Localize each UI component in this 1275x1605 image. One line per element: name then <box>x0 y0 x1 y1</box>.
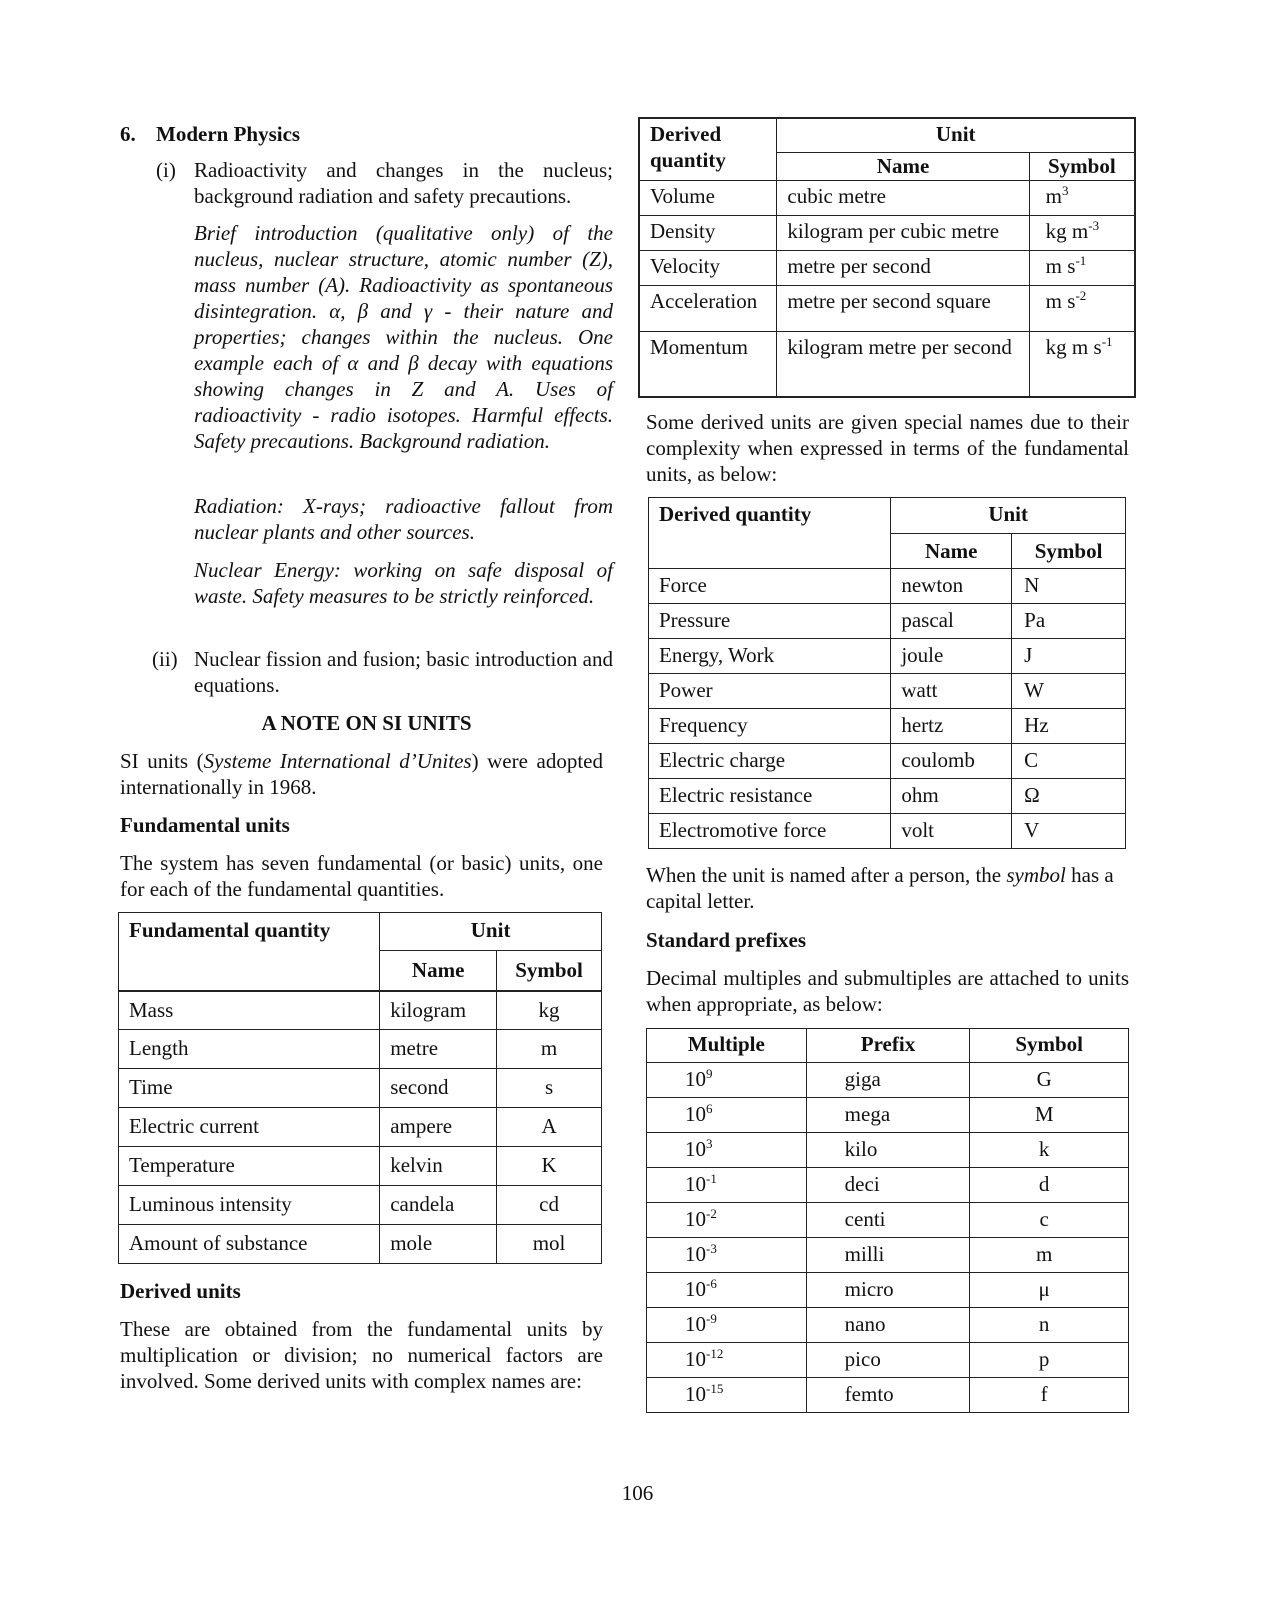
unit-name-cell: cubic metre <box>777 180 1029 215</box>
symbol-exponent: -2 <box>1075 287 1087 303</box>
page-number: 106 <box>621 1481 654 1505</box>
multiple-base: 10 <box>685 1277 706 1301</box>
table-header-multiple: Multiple <box>647 1029 807 1063</box>
unit-symbol-cell <box>1029 250 1135 285</box>
multiple-cell <box>647 1308 807 1343</box>
prefix-symbol-cell: M <box>970 1098 1129 1133</box>
unit-symbol-cell: s <box>497 1069 602 1108</box>
unit-name-cell: metre per second square <box>777 285 1029 331</box>
symbol-exponent: -1 <box>1075 252 1087 268</box>
unit-name-cell: candela <box>380 1186 497 1225</box>
table-row <box>647 1133 1129 1168</box>
multiple-cell <box>647 1203 807 1238</box>
multiple-base: 10 <box>685 1067 706 1091</box>
capital-letter-note: When the unit is named after a person, the symbol has a capital letter. <box>646 863 1114 913</box>
unit-name-cell: ampere <box>380 1108 497 1147</box>
table-row <box>647 1343 1129 1378</box>
unit-name-cell: pascal <box>891 604 1012 639</box>
table-row <box>649 744 1126 779</box>
unit-name-cell: ohm <box>891 779 1012 814</box>
table-row <box>119 1186 602 1225</box>
multiple-exponent: -1 <box>706 1171 717 1186</box>
unit-name-cell: second <box>380 1069 497 1108</box>
table-row <box>639 250 1135 285</box>
table-header-symbol: Symbol <box>1029 152 1135 180</box>
multiple-base: 10 <box>685 1207 706 1231</box>
table-header-quantity: Fundamental quantity <box>119 913 380 991</box>
table-header-name: Name <box>380 951 497 991</box>
table-row <box>647 1098 1129 1133</box>
table-row <box>639 285 1135 331</box>
quantity-cell: Amount of substance <box>119 1225 380 1264</box>
table-row <box>649 814 1126 849</box>
quantity-cell: Force <box>649 569 891 604</box>
quantity-cell: Luminous intensity <box>119 1186 380 1225</box>
quantity-cell: Acceleration <box>639 285 777 331</box>
table-row <box>639 215 1135 250</box>
quantity-cell: Temperature <box>119 1147 380 1186</box>
multiple-base: 10 <box>685 1242 706 1266</box>
table-row <box>119 1108 602 1147</box>
unit-symbol-cell <box>1029 215 1135 250</box>
si-intro-paragraph: SI units (Systeme International d’Unites) were adopted internationally in 1968. <box>120 749 603 799</box>
quantity-cell: Electric resistance <box>649 779 891 814</box>
table-header-quantity: Derived quantity <box>649 498 891 569</box>
unit-name-cell: kilogram metre per second <box>777 331 1029 397</box>
unit-symbol-cell: W <box>1012 674 1126 709</box>
section-title: Modern Physics <box>156 122 301 146</box>
quantity-cell: Pressure <box>649 604 891 639</box>
multiple-cell <box>647 1063 807 1098</box>
multiple-exponent: -6 <box>706 1276 717 1291</box>
prefix-cell: pico <box>806 1343 970 1378</box>
table-header-name: Name <box>777 152 1029 180</box>
table-row <box>639 331 1135 397</box>
fundamental-units-table <box>118 912 602 1264</box>
table-header-prefix: Prefix <box>806 1029 970 1063</box>
multiple-exponent: 3 <box>706 1136 713 1151</box>
table-row <box>119 1030 602 1069</box>
quantity-cell: Electromotive force <box>649 814 891 849</box>
unit-name-cell: kelvin <box>380 1147 497 1186</box>
list-item <box>156 157 613 209</box>
unit-name-cell: metre <box>380 1030 497 1069</box>
symbol-base: m s <box>1045 253 1076 278</box>
table-row <box>649 779 1126 814</box>
quantity-cell: Velocity <box>639 250 777 285</box>
quantity-cell: Mass <box>119 991 380 1030</box>
table-row <box>647 1063 1129 1098</box>
table-row <box>649 674 1126 709</box>
prefix-cell: giga <box>806 1063 970 1098</box>
prefix-symbol-cell: p <box>970 1343 1129 1378</box>
unit-symbol-cell <box>1029 331 1135 397</box>
unit-symbol-cell: cd <box>497 1186 602 1225</box>
table-header-name: Name <box>891 534 1012 569</box>
multiple-base: 10 <box>685 1382 706 1406</box>
table-header-symbol: Symbol <box>1012 534 1126 569</box>
unit-symbol-cell: kg <box>497 991 602 1030</box>
symbol-exponent: 3 <box>1062 182 1069 198</box>
symbol-base: m s <box>1045 288 1076 313</box>
prefix-cell: centi <box>806 1203 970 1238</box>
table-row <box>647 1168 1129 1203</box>
special-derived-units-table <box>648 497 1126 849</box>
unit-symbol-cell <box>1029 180 1135 215</box>
table-row <box>647 1238 1129 1273</box>
table-header-unit: Unit <box>891 498 1126 534</box>
prefix-symbol-cell: k <box>970 1133 1129 1168</box>
unit-name-cell: joule <box>891 639 1012 674</box>
table-row <box>647 1203 1129 1238</box>
quantity-cell: Electric current <box>119 1108 380 1147</box>
multiple-base: 10 <box>685 1137 706 1161</box>
unit-name-cell: mole <box>380 1225 497 1264</box>
table-row <box>119 1225 602 1264</box>
prefix-symbol-cell: m <box>970 1238 1129 1273</box>
table-row <box>119 1069 602 1108</box>
unit-symbol-cell: C <box>1012 744 1126 779</box>
derived-units-table <box>638 117 1136 398</box>
quantity-cell: Power <box>649 674 891 709</box>
unit-symbol-cell: Hz <box>1012 709 1126 744</box>
prefix-symbol-cell: d <box>970 1168 1129 1203</box>
symbol-exponent: -1 <box>1101 333 1113 349</box>
fundamental-units-text: The system has seven fundamental (or basic) units, one for each of the fundamental quantities. <box>120 851 603 901</box>
unit-symbol-cell <box>1029 285 1135 331</box>
prefix-cell: micro <box>806 1273 970 1308</box>
item-number: (i) <box>156 158 176 182</box>
multiple-exponent: -15 <box>706 1381 724 1396</box>
standard-prefixes-heading: Standard prefixes <box>646 928 807 952</box>
item-text: Radioactivity and changes in the nucleus; background radiation and safety precautions. <box>194 158 613 208</box>
table-row <box>119 991 602 1030</box>
prefix-cell: milli <box>806 1238 970 1273</box>
unit-symbol-cell: m <box>497 1030 602 1069</box>
table-row <box>647 1273 1129 1308</box>
quantity-cell: Density <box>639 215 777 250</box>
item-description: Radiation: X-rays; radioactive fallout from nuclear plants and other sources. <box>194 494 613 544</box>
unit-name-cell: kilogram <box>380 991 497 1030</box>
quantity-cell: Frequency <box>649 709 891 744</box>
table-row <box>639 180 1135 215</box>
item-description: Nuclear Energy: working on safe disposal of waste. Safety measures to be strictly reinforced. <box>194 558 613 608</box>
multiple-exponent: 9 <box>706 1066 713 1081</box>
multiple-base: 10 <box>685 1172 706 1196</box>
table-header-symbol: Symbol <box>497 951 602 991</box>
item-number: (ii) <box>152 647 178 671</box>
unit-name-cell: metre per second <box>777 250 1029 285</box>
unit-symbol-cell: mol <box>497 1225 602 1264</box>
prefix-table <box>646 1028 1129 1413</box>
prefix-cell: deci <box>806 1168 970 1203</box>
unit-name-cell: volt <box>891 814 1012 849</box>
multiple-exponent: -2 <box>706 1206 717 1221</box>
multiple-exponent: -12 <box>706 1346 724 1361</box>
section-heading <box>120 121 300 147</box>
prefix-symbol-cell: G <box>970 1063 1129 1098</box>
prefix-symbol-cell: μ <box>970 1273 1129 1308</box>
item-text: Nuclear fission and fusion; basic introduction and equations. <box>194 647 613 697</box>
multiple-base: 10 <box>685 1347 706 1371</box>
unit-symbol-cell: A <box>497 1108 602 1147</box>
multiple-cell <box>647 1343 807 1378</box>
table-row <box>647 1378 1129 1413</box>
table-row <box>119 1147 602 1186</box>
unit-symbol-cell: Pa <box>1012 604 1126 639</box>
multiple-cell <box>647 1098 807 1133</box>
table-row <box>649 639 1126 674</box>
multiple-exponent: -3 <box>706 1241 717 1256</box>
section-number: 6. <box>120 122 136 146</box>
special-names-text: Some derived units are given special names due to their complexity when expressed in terms of the fundamental units, as below: <box>646 410 1129 486</box>
prefix-symbol-cell: f <box>970 1378 1129 1413</box>
note-heading: A NOTE ON SI UNITS <box>261 711 472 735</box>
derived-units-heading: Derived units <box>120 1279 241 1303</box>
unit-symbol-cell: J <box>1012 639 1126 674</box>
table-header-symbol: Symbol <box>970 1029 1129 1063</box>
table-row <box>649 709 1126 744</box>
prefix-cell: kilo <box>806 1133 970 1168</box>
unit-symbol-cell: Ω <box>1012 779 1126 814</box>
quantity-cell: Volume <box>639 180 777 215</box>
multiple-base: 10 <box>685 1312 706 1336</box>
quantity-cell: Electric charge <box>649 744 891 779</box>
symbol-base: kg m s <box>1045 334 1102 359</box>
standard-prefixes-text: Decimal multiples and submultiples are attached to units when appropriate, as below: <box>646 966 1129 1016</box>
unit-name-cell: hertz <box>891 709 1012 744</box>
quantity-cell: Energy, Work <box>649 639 891 674</box>
list-item <box>152 646 613 698</box>
derived-units-text: These are obtained from the fundamental units by multiplication or division; no numerical factors are involved. Some derived units with complex names are: <box>120 1317 603 1393</box>
prefix-symbol-cell: c <box>970 1203 1129 1238</box>
unit-name-cell: coulomb <box>891 744 1012 779</box>
prefix-symbol-cell: n <box>970 1308 1129 1343</box>
unit-symbol-cell: N <box>1012 569 1126 604</box>
quantity-cell: Length <box>119 1030 380 1069</box>
multiple-cell <box>647 1378 807 1413</box>
prefix-cell: nano <box>806 1308 970 1343</box>
quantity-cell: Momentum <box>639 331 777 397</box>
quantity-cell: Time <box>119 1069 380 1108</box>
multiple-cell <box>647 1168 807 1203</box>
multiple-exponent: -9 <box>706 1311 717 1326</box>
table-header-unit: Unit <box>380 913 602 951</box>
table-header-unit: Unit <box>777 118 1135 152</box>
item-description: Brief introduction (qualitative only) of the nucleus, nuclear structure, atomic number (Z), mass number (A). Radioactivity as spontaneous disintegration. α, β and γ - their nature and properties; changes within the nucleus. One example each of α and β decay with equations showing changes in Z and A. Uses of radioactivity - radio isotopes. Harmful effects. Safety precautions. Background radiation. <box>194 221 613 453</box>
multiple-exponent: 6 <box>706 1101 713 1116</box>
multiple-cell <box>647 1238 807 1273</box>
unit-symbol-cell: K <box>497 1147 602 1186</box>
unit-name-cell: newton <box>891 569 1012 604</box>
multiple-base: 10 <box>685 1102 706 1126</box>
symbol-base: kg m <box>1045 218 1089 243</box>
prefix-cell: mega <box>806 1098 970 1133</box>
table-header-quantity: Derived quantity <box>639 118 777 180</box>
symbol-exponent: -3 <box>1088 217 1100 233</box>
table-row <box>647 1308 1129 1343</box>
unit-name-cell: kilogram per cubic metre <box>777 215 1029 250</box>
unit-name-cell: watt <box>891 674 1012 709</box>
fundamental-units-heading: Fundamental units <box>120 813 290 837</box>
table-row <box>649 569 1126 604</box>
multiple-cell <box>647 1133 807 1168</box>
unit-symbol-cell: V <box>1012 814 1126 849</box>
prefix-cell: femto <box>806 1378 970 1413</box>
table-row <box>649 604 1126 639</box>
multiple-cell <box>647 1273 807 1308</box>
symbol-base: m <box>1045 183 1063 208</box>
